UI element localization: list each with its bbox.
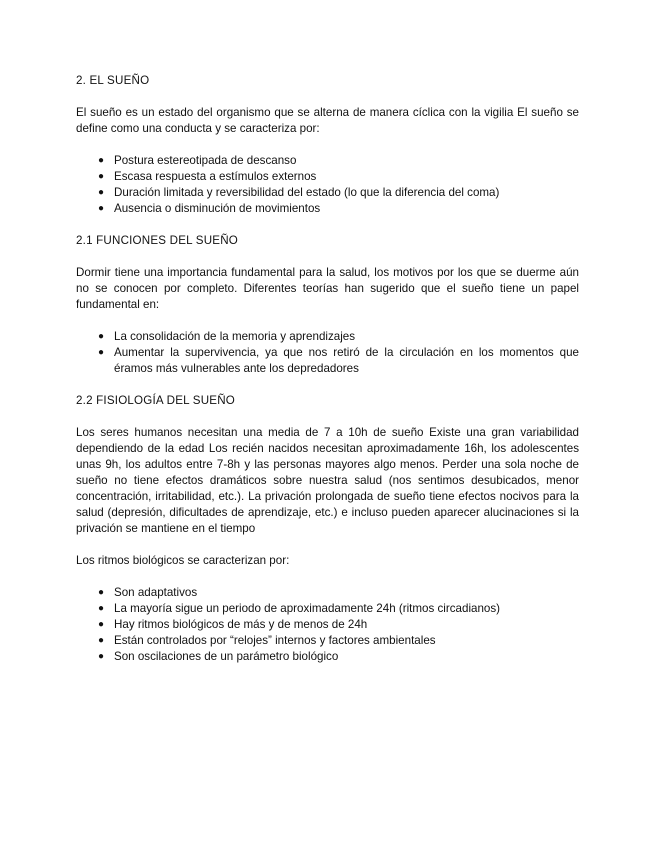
list-item: ● La consolidación de la memoria y aprendizajes [98, 330, 356, 343]
section-paragraph: El sueño es un estado del organismo que se alterna de manera cíclica con la vigilia El sueño se define como una conducta y se caracteriza por: [76, 106, 579, 135]
bullet-icon: ● [98, 651, 105, 662]
bullet-icon: ● [98, 619, 105, 630]
bullet-icon: ● [98, 187, 105, 198]
bullet-icon: ● [98, 347, 105, 358]
document-page [76, 73, 579, 681]
bullet-icon: ● [98, 587, 105, 598]
section-heading-fisiologia: 2.2 FISIOLOGÍA DEL SUEÑO [76, 394, 236, 407]
bullet-list [76, 329, 579, 377]
bullet-list [76, 585, 579, 665]
bullet-icon: ● [98, 171, 105, 182]
section-heading-el-sueno: 2. EL SUEÑO [76, 74, 150, 87]
list-item: ● Hay ritmos biológicos de más y de menos de 24h [98, 618, 368, 631]
list-item: ● Aumentar la supervivencia, ya que nos retiró de la circulación en los momentos que éramos más vulnerables ante los depredadores [98, 346, 579, 375]
list-item: ● Son adaptativos [98, 586, 198, 599]
list-item: ● Escasa respuesta a estímulos externos [98, 170, 317, 183]
bullet-icon: ● [98, 331, 105, 342]
list-item: ● Están controlados por “relojes” internos y factores ambientales [98, 634, 436, 647]
section-paragraph: Los seres humanos necesitan una media de 7 a 10h de sueño Existe una gran variabilidad dependiendo de la edad Los recién nacidos necesitan aproximadamente 16h, los adolescentes unas 9h, los adultos entre 7-8h y las personas mayores algo menos. Perder una sola noche de sueño no tiene efectos dramáticos sobre nuestra salud (nos sentimos desubicados, menor concentración, irritabilidad, etc.). La privación prolongada de sueño tiene efectos nocivos para la salud (depresión, dificultades de aprendizaje, etc.) e incluso pueden aparecer alucinaciones si la privación se mantiene en el tiempo [76, 426, 579, 535]
section-paragraph: Dormir tiene una importancia fundamental para la salud, los motivos por los que se duerme aún no se conocen por completo. Diferentes teorías han sugerido que el sueño tiene un papel fundamental en: [76, 266, 579, 311]
list-item: ● Son oscilaciones de un parámetro biológico [98, 650, 339, 663]
bullet-list [76, 153, 579, 217]
bullet-icon: ● [98, 603, 105, 614]
list-item: ● La mayoría sigue un periodo de aproximadamente 24h (ritmos circadianos) [98, 602, 501, 615]
bullet-icon: ● [98, 155, 105, 166]
bullet-icon: ● [98, 203, 105, 214]
list-item: ● Postura estereotipada de descanso [98, 154, 297, 167]
bullet-icon: ● [98, 635, 105, 646]
list-item: ● Duración limitada y reversibilidad del estado (lo que la diferencia del coma) [98, 186, 500, 199]
list-item: ● Ausencia o disminución de movimientos [98, 202, 321, 215]
section-heading-funciones: 2.1 FUNCIONES DEL SUEÑO [76, 234, 239, 247]
section-paragraph: Los ritmos biológicos se caracterizan por: [76, 554, 290, 567]
